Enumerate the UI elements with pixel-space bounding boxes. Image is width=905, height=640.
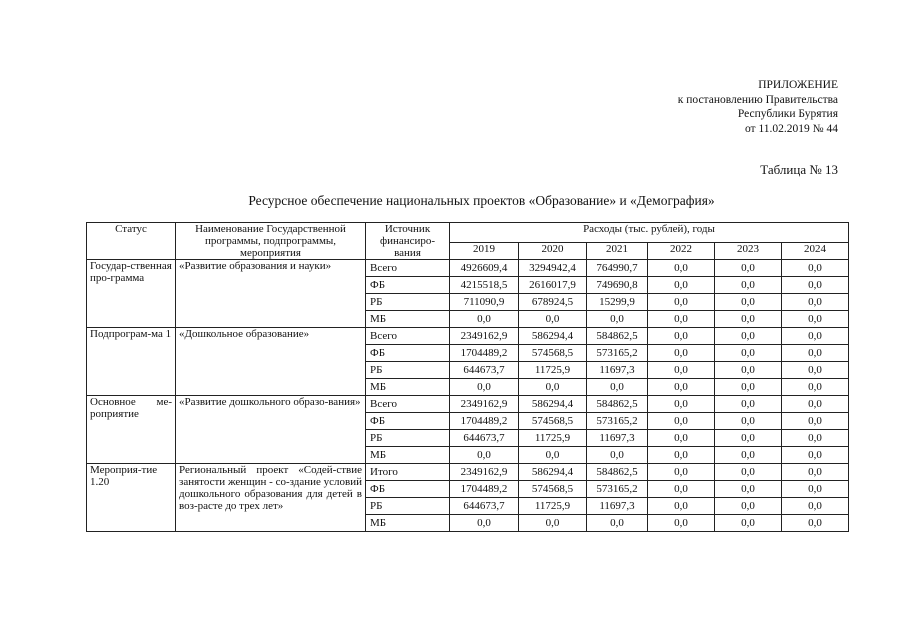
value-cell: 0,0 (782, 515, 849, 532)
value-cell: 11725,9 (519, 362, 587, 379)
program-name-cell: «Дошкольное образование» (176, 328, 366, 396)
value-cell: 0,0 (782, 464, 849, 481)
value-cell: 15299,9 (587, 294, 648, 311)
value-cell: 0,0 (648, 430, 715, 447)
value-cell: 2349162,9 (450, 464, 519, 481)
value-cell: 586294,4 (519, 396, 587, 413)
value-cell: 11697,3 (587, 498, 648, 515)
value-cell: 0,0 (782, 481, 849, 498)
value-cell: 584862,5 (587, 396, 648, 413)
value-cell: 0,0 (782, 413, 849, 430)
value-cell: 0,0 (648, 515, 715, 532)
value-cell: 711090,9 (450, 294, 519, 311)
appendix-line-date: от 11.02.2019 № 44 (744, 122, 838, 135)
value-cell: 1704489,2 (450, 481, 519, 498)
value-cell: 584862,5 (587, 464, 648, 481)
source-cell: РБ (366, 294, 450, 311)
value-cell: 0,0 (782, 379, 849, 396)
value-cell: 0,0 (782, 447, 849, 464)
value-cell: 0,0 (715, 328, 782, 345)
status-cell: Основное ме-роприятие (87, 396, 176, 464)
table-row (87, 260, 849, 277)
value-cell: 2349162,9 (450, 396, 519, 413)
value-cell: 586294,4 (519, 464, 587, 481)
value-cell: 0,0 (587, 515, 648, 532)
status-cell: Подпрограм-ма 1 (87, 328, 176, 396)
source-cell: МБ (366, 311, 450, 328)
value-cell: 0,0 (648, 362, 715, 379)
value-cell: 3294942,4 (519, 260, 587, 277)
value-cell: 574568,5 (519, 481, 587, 498)
header-year: 2021 (587, 243, 648, 260)
value-cell: 11697,3 (587, 430, 648, 447)
value-cell: 0,0 (519, 379, 587, 396)
header-status: Статус (87, 223, 176, 260)
resource-table (86, 222, 849, 532)
value-cell: 0,0 (715, 464, 782, 481)
header-name: Наименование Государственной программы, подпрограммы, мероприятия (176, 223, 366, 260)
value-cell: 1704489,2 (450, 345, 519, 362)
value-cell: 0,0 (519, 447, 587, 464)
value-cell: 0,0 (648, 481, 715, 498)
header-expenses: Расходы (тыс. рублей), годы (450, 223, 849, 243)
value-cell: 0,0 (715, 413, 782, 430)
value-cell: 0,0 (648, 345, 715, 362)
value-cell: 4215518,5 (450, 277, 519, 294)
value-cell: 0,0 (648, 396, 715, 413)
value-cell: 0,0 (715, 379, 782, 396)
appendix-block (678, 78, 838, 136)
value-cell: 0,0 (519, 311, 587, 328)
header-source: Источник финансиро-вания (366, 223, 450, 260)
source-cell: Всего (366, 260, 450, 277)
value-cell: 11725,9 (519, 430, 587, 447)
value-cell: 0,0 (450, 515, 519, 532)
value-cell: 0,0 (782, 430, 849, 447)
header-year: 2019 (450, 243, 519, 260)
value-cell: 2349162,9 (450, 328, 519, 345)
source-cell: МБ (366, 515, 450, 532)
value-cell: 0,0 (715, 481, 782, 498)
value-cell: 0,0 (648, 379, 715, 396)
value-cell: 0,0 (450, 311, 519, 328)
value-cell: 584862,5 (587, 328, 648, 345)
value-cell: 749690,8 (587, 277, 648, 294)
value-cell: 573165,2 (587, 481, 648, 498)
value-cell: 0,0 (715, 498, 782, 515)
table-number: Таблица № 13 (760, 162, 838, 177)
value-cell: 0,0 (782, 498, 849, 515)
value-cell: 644673,7 (450, 498, 519, 515)
value-cell: 4926609,4 (450, 260, 519, 277)
value-cell: 0,0 (450, 379, 519, 396)
value-cell: 0,0 (715, 294, 782, 311)
program-name-cell: Региональный проект «Содей-ствие занятости женщин - со-здание условий дошкольного образования для детей в воз-расте до трех лет» (176, 464, 366, 532)
header-year: 2023 (715, 243, 782, 260)
source-cell: ФБ (366, 277, 450, 294)
value-cell: 0,0 (782, 396, 849, 413)
value-cell: 0,0 (450, 447, 519, 464)
value-cell: 0,0 (715, 430, 782, 447)
value-cell: 0,0 (782, 260, 849, 277)
value-cell: 0,0 (519, 515, 587, 532)
value-cell: 0,0 (648, 464, 715, 481)
source-cell: Всего (366, 396, 450, 413)
header-year: 2022 (648, 243, 715, 260)
value-cell: 0,0 (782, 328, 849, 345)
value-cell: 0,0 (648, 413, 715, 430)
value-cell: 764990,7 (587, 260, 648, 277)
value-cell: 0,0 (782, 294, 849, 311)
source-cell: МБ (366, 379, 450, 396)
value-cell: 0,0 (648, 277, 715, 294)
source-cell: ФБ (366, 345, 450, 362)
value-cell: 2616017,9 (519, 277, 587, 294)
value-cell: 0,0 (648, 311, 715, 328)
source-cell: Итого (366, 464, 450, 481)
appendix-line-republic: Республики Бурятия (737, 108, 838, 120)
value-cell: 573165,2 (587, 413, 648, 430)
value-cell: 0,0 (715, 277, 782, 294)
value-cell: 574568,5 (519, 345, 587, 362)
value-cell: 0,0 (715, 396, 782, 413)
header-year: 2024 (782, 243, 849, 260)
value-cell: 678924,5 (519, 294, 587, 311)
program-name-cell: «Развитие образования и науки» (176, 260, 366, 328)
header-year: 2020 (519, 243, 587, 260)
value-cell: 11725,9 (519, 498, 587, 515)
value-cell: 0,0 (782, 362, 849, 379)
value-cell: 0,0 (648, 498, 715, 515)
value-cell: 0,0 (587, 311, 648, 328)
table-row (87, 328, 849, 345)
value-cell: 0,0 (782, 277, 849, 294)
value-cell: 0,0 (648, 447, 715, 464)
value-cell: 0,0 (715, 345, 782, 362)
value-cell: 1704489,2 (450, 413, 519, 430)
source-cell: РБ (366, 430, 450, 447)
source-cell: ФБ (366, 481, 450, 498)
value-cell: 0,0 (648, 260, 715, 277)
value-cell: 11697,3 (587, 362, 648, 379)
value-cell: 0,0 (782, 345, 849, 362)
value-cell: 644673,7 (450, 430, 519, 447)
table-body (87, 260, 849, 532)
value-cell: 0,0 (648, 328, 715, 345)
appendix-title: ПРИЛОЖЕНИЕ (758, 79, 838, 91)
document-title: Ресурсное обеспечение национальных проектов «Образование» и «Демография» (248, 193, 715, 208)
value-cell: 0,0 (715, 447, 782, 464)
value-cell: 0,0 (715, 260, 782, 277)
source-cell: МБ (366, 447, 450, 464)
status-cell: Государ-ственная про-грамма (87, 260, 176, 328)
value-cell: 644673,7 (450, 362, 519, 379)
value-cell: 574568,5 (519, 413, 587, 430)
source-cell: ФБ (366, 413, 450, 430)
value-cell: 0,0 (715, 362, 782, 379)
appendix-line-decree: к постановлению Правительства (677, 93, 838, 106)
value-cell: 0,0 (715, 515, 782, 532)
value-cell: 0,0 (782, 311, 849, 328)
value-cell: 586294,4 (519, 328, 587, 345)
value-cell: 573165,2 (587, 345, 648, 362)
value-cell: 0,0 (587, 379, 648, 396)
source-cell: РБ (366, 362, 450, 379)
value-cell: 0,0 (715, 311, 782, 328)
value-cell: 0,0 (648, 294, 715, 311)
source-cell: РБ (366, 498, 450, 515)
status-cell: Мероприя-тие 1.20 (87, 464, 176, 532)
source-cell: Всего (366, 328, 450, 345)
table-row (87, 464, 849, 481)
program-name-cell: «Развитие дошкольного образо-вания» (176, 396, 366, 464)
table-row (87, 396, 849, 413)
value-cell: 0,0 (587, 447, 648, 464)
